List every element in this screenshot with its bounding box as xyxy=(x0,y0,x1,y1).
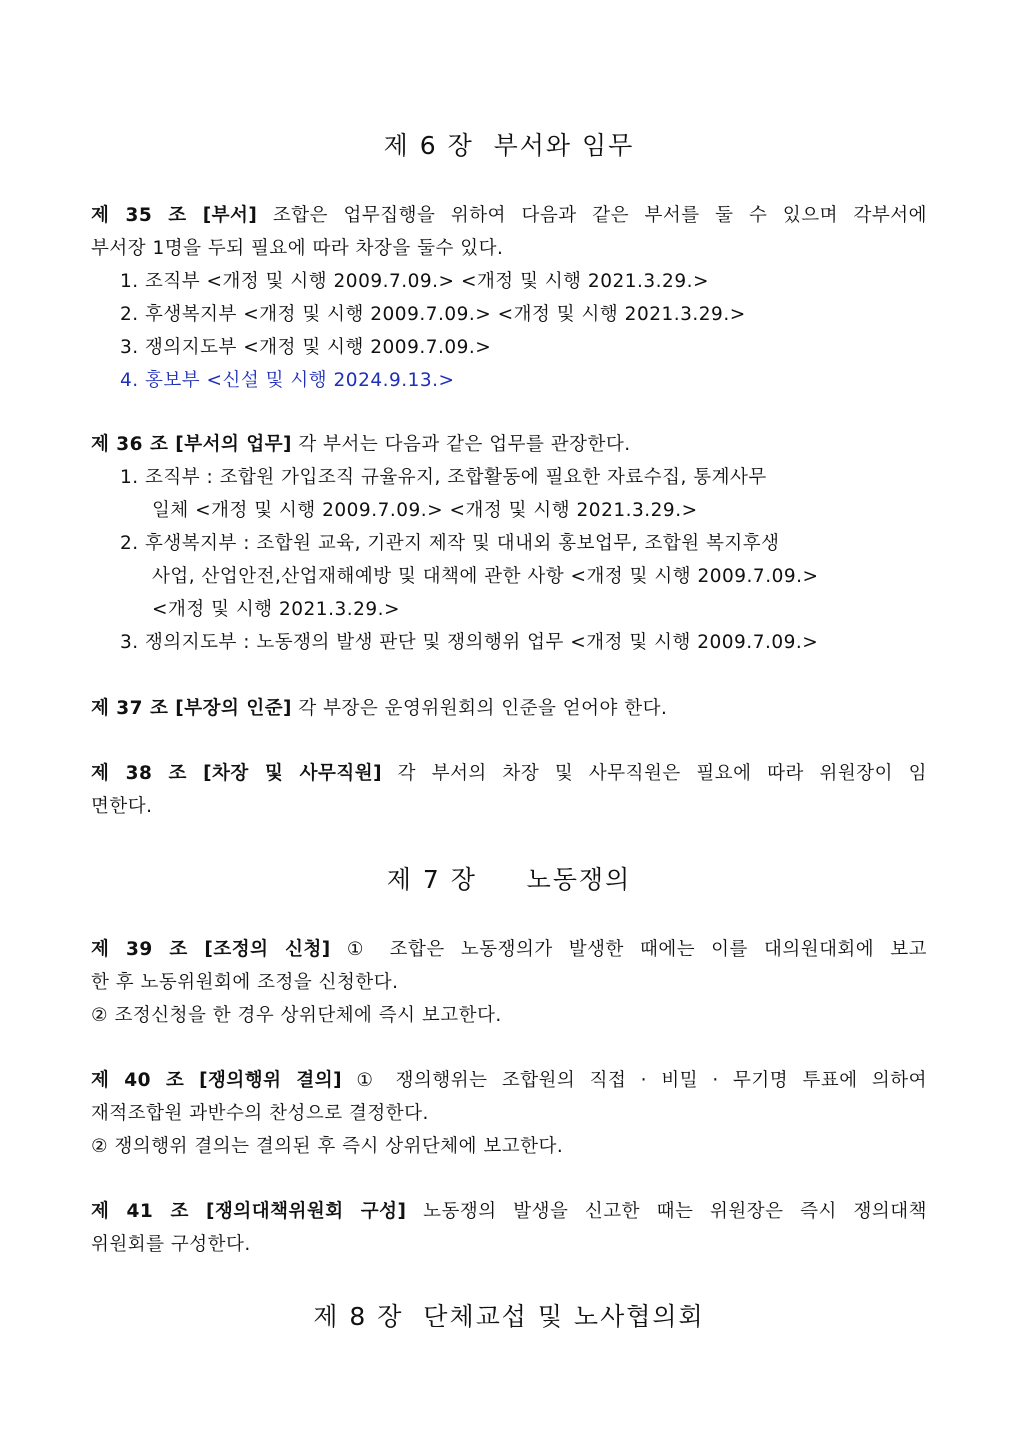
article-38-heading: 제 38 조 [차장 및 사무직원] xyxy=(91,763,383,784)
article-35-item-1: 1. 조직부 <개정 및 시행 2009.7.09.> <개정 및 시행 2021.3.29.> xyxy=(120,271,709,292)
article-41-text-1: 노동쟁의 발생을 신고한 때는 위원장은 즉시 쟁의대책 xyxy=(406,1201,927,1222)
article-39-text-1: ① 조합은 노동쟁의가 발생한 때에는 이를 대의원대회에 보고 xyxy=(330,939,927,960)
article-36-item-3: 3. 쟁의지도부 : 노동쟁의 발생 판단 및 쟁의행위 업무 <개정 및 시행 2009.7.09.> xyxy=(120,632,819,653)
article-40-heading: 제 40 조 [쟁의행위 결의] xyxy=(91,1070,343,1091)
article-41-line-1 xyxy=(91,1200,927,1224)
article-36-line-1 xyxy=(91,433,927,457)
article-37-text: 각 부장은 운영위원회의 인준을 얻어야 한다. xyxy=(292,698,668,719)
chapter-6-title: 제 6 장 부서와 임무 xyxy=(383,131,635,160)
article-35-item-3: 3. 쟁의지도부 <개정 및 시행 2009.7.09.> xyxy=(120,337,492,358)
chapter-7-title: 제 7 장 노동쟁의 xyxy=(386,865,632,894)
article-36-item-1b: 일체 <개정 및 시행 2009.7.09.> <개정 및 시행 2021.3.29.> xyxy=(152,500,698,521)
article-38-text-2: 면한다. xyxy=(91,796,153,817)
article-35-text-1: 조합은 업무집행을 위하여 다음과 같은 부서를 둘 수 있으며 각부서에 xyxy=(257,205,927,226)
article-35-line-1 xyxy=(91,204,927,228)
article-36-heading: 제 36 조 [부서의 업무] xyxy=(91,434,293,455)
article-38-text-1: 각 부서의 차장 및 사무직원은 필요에 따라 위원장이 임 xyxy=(382,763,928,784)
article-39-text-2: 한 후 노동위원회에 조정을 신청한다. xyxy=(91,972,399,993)
article-36-item-2a: 2. 후생복지부 : 조합원 교육, 기관지 제작 및 대내외 홍보업무, 조합원 복지후생 xyxy=(120,533,780,554)
article-37-line xyxy=(91,697,927,721)
article-36-text: 각 부서는 다음과 같은 업무를 관장한다. xyxy=(292,434,631,455)
article-37-heading: 제 37 조 [부장의 인준] xyxy=(91,698,293,719)
article-41-text-2: 위원회를 구성한다. xyxy=(91,1234,251,1255)
article-36-item-2c: <개정 및 시행 2021.3.29.> xyxy=(152,599,401,620)
chapter-8-title: 제 8 장 단체교섭 및 노사협의회 xyxy=(313,1302,705,1331)
article-39-text-3: ② 조정신청을 한 경우 상위단체에 즉시 보고한다. xyxy=(91,1005,502,1026)
article-38-line-1 xyxy=(91,762,927,786)
article-40-text-1: ① 쟁의행위는 조합원의 직접 · 비밀 · 무기명 투표에 의하여 xyxy=(342,1070,927,1091)
article-40-text-3: ② 쟁의행위 결의는 결의된 후 즉시 상위단체에 보고한다. xyxy=(91,1136,564,1157)
article-35-text-2: 부서장 1명을 두되 필요에 따라 차장을 둘수 있다. xyxy=(91,238,504,259)
article-35-item-2: 2. 후생복지부 <개정 및 시행 2009.7.09.> <개정 및 시행 2021.3.29.> xyxy=(120,304,746,325)
article-39-line-1 xyxy=(91,938,927,962)
article-41-heading: 제 41 조 [쟁의대책위원회 구성] xyxy=(91,1201,407,1222)
article-35-heading: 제 35 조 [부서] xyxy=(91,205,258,226)
article-40-line-1 xyxy=(91,1069,927,1093)
article-40-text-2: 재적조합원 과반수의 찬성으로 결정한다. xyxy=(91,1103,429,1124)
article-39-heading: 제 39 조 [조정의 신청] xyxy=(91,939,331,960)
article-35-item-4: 4. 홍보부 <신설 및 시행 2024.9.13.> xyxy=(120,370,455,391)
article-36-item-2b: 사업, 산업안전,산업재해예방 및 대책에 관한 사항 <개정 및 시행 2009.7.09.> xyxy=(152,566,819,587)
article-36-item-1a: 1. 조직부 : 조합원 가입조직 규율유지, 조합활동에 필요한 자료수집, 통계사무 xyxy=(120,467,767,488)
